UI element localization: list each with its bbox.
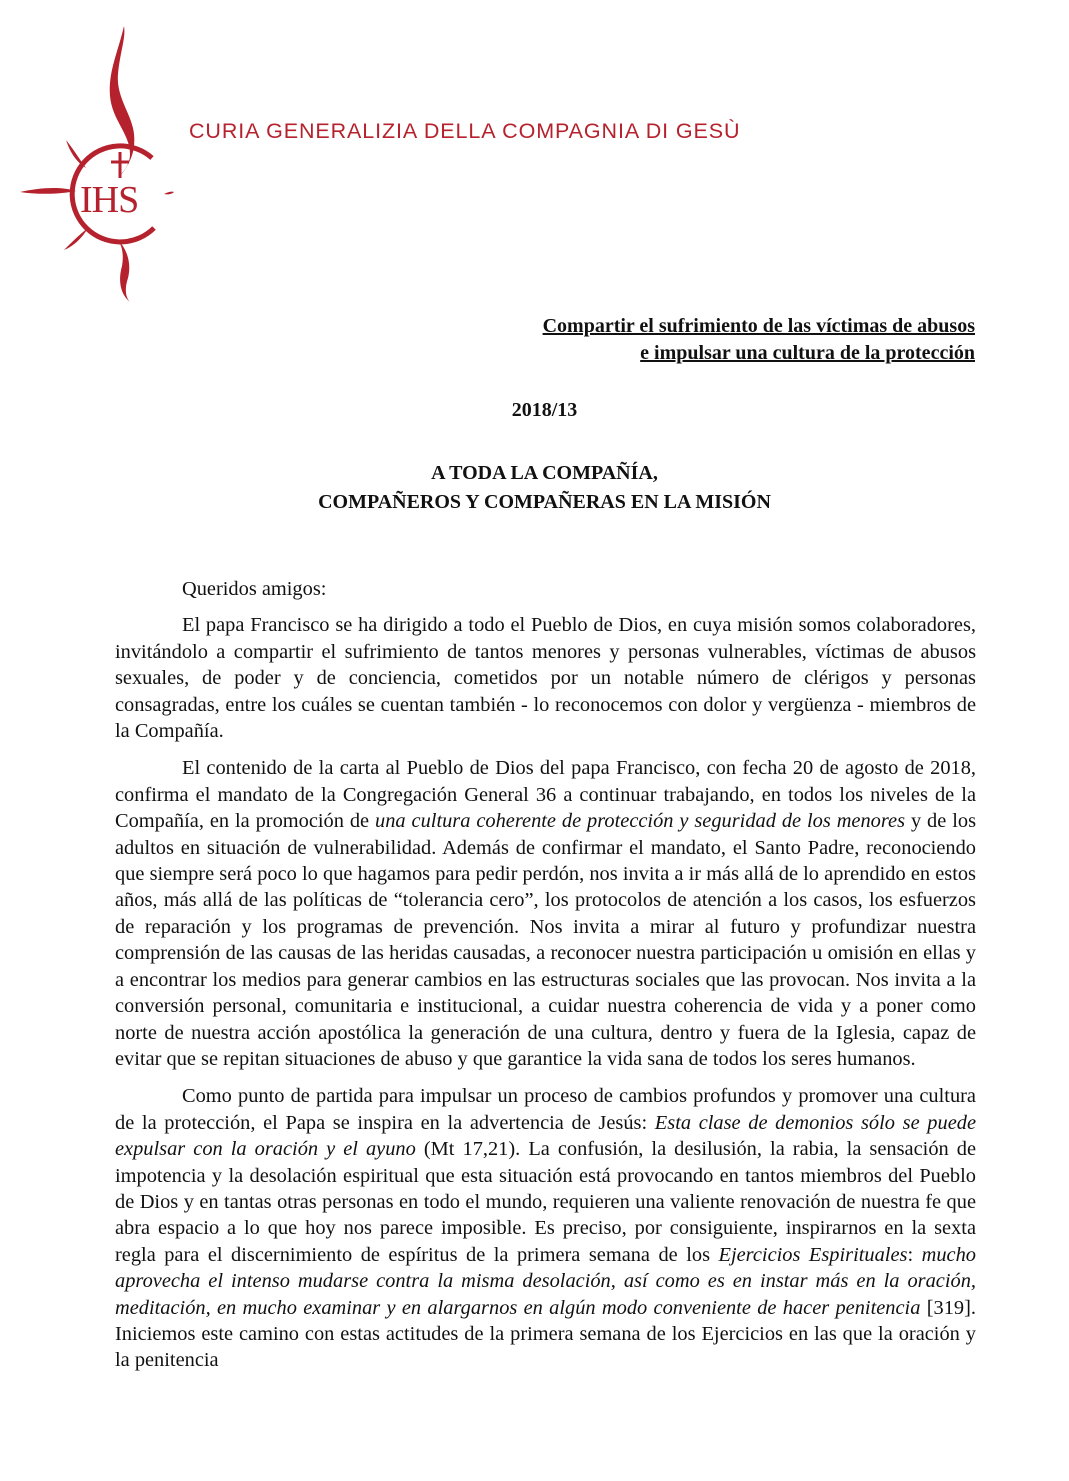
- paragraph-3-text-c: :: [907, 1243, 922, 1266]
- lower-left-ray-icon: [64, 228, 88, 250]
- paragraph-3-text-d: [319]. Iniciemos este camino con estas actitudes de la primera semana de los Ejercicios en las que la oración y la penitencia: [115, 1296, 976, 1372]
- lower-flame-icon: [118, 240, 130, 302]
- paragraph-1: [115, 612, 976, 744]
- ihs-monogram: IHS: [80, 179, 139, 221]
- greeting: Queridos amigos:: [182, 578, 327, 600]
- letter-body: [115, 576, 976, 1385]
- paragraph-3-italic-rule: mucho aprovecha el intenso mudarse contra la misma desolación, así como es en instar más en la oración, meditación, en mucho examinar y en alargarnos en algún modo conveniente de hacer penitencia: [115, 1243, 976, 1319]
- paragraph-2-text-a: El contenido de la carta al Pueblo de Dios del papa Francisco, con fecha 20 de agosto de 2018, confirma el mandato de la Congregación General 36 a continuar trabajando, en todos los niveles de la Compañía, en la promoción de: [115, 757, 976, 833]
- paragraph-3-text-b: (Mt 17,21). La confusión, la desilusión, la rabia, la sensación de impotencia y la desolación espiritual que esta situación está provocando en tantos miembros del Pueblo de Dios y en tantas otras personas en todo el mundo, requieren una valiente renovación de nuestra fe que abra espacio a lo que hoy nos parece imposible. Es preciso, por consiguiente, inspirarnos en la sexta regla para el discernimiento de espíritus de la primera semana de los: [115, 1138, 976, 1266]
- paragraph-3-italic-quote: Esta clase de demonios sólo se puede expulsar con la oración y el ayuno: [115, 1111, 976, 1161]
- paragraph-3: [115, 1083, 976, 1373]
- addressee-line-2: COMPAÑEROS Y COMPAÑERAS EN LA MISIÓN: [318, 491, 771, 513]
- ihs-logo: [14, 22, 174, 302]
- left-ray-icon: [20, 188, 76, 194]
- paragraph-1-text: El papa Francisco se ha dirigido a todo el Pueblo de Dios, en cuya misión somos colaboradores, invitándolo a compartir el sufrimiento de tantos menores y personas vulnerables, víctimas de abusos sexuales, de poder y de conciencia, cometidos por un notable número de clérigos y personas consagradas, entre los cuáles se cuentan también - lo reconocemos con dolor y vergüenza - miembros de la Compañía.: [115, 614, 976, 743]
- document-title: [543, 313, 975, 367]
- paragraph-2-italic: una cultura coherente de protección y seguridad de los menores: [375, 810, 906, 833]
- paragraph-2-text-b: y de los adultos en situación de vulnerabilidad. Además de confirmar el mandato, el Santo Padre, reconociendo que siempre será poco lo que hagamos para pedir perdón, nos invita a ir más allá de lo aprendido en estos años, más allá de las políticas de “tolerancia cero”, los protocolos de atención a los casos, los esfuerzos de reparación y los programas de prevención. Nos invita a mirar al futuro y profundizar nuestra comprensión de las causas de las heridas causadas, a reconocer nuestra participación u omisión en ellas y a encontrar los medios para generar cambios en las estructuras sociales que las provocan. Nos invita a la conversión personal, comunitaria e institucional, a cuidar nuestra coherencia de vida y a poner como norte de nuestra acción apostólica la generación de una cultura, dentro y fuera de la Iglesia, capaz de evitar que se repitan situaciones de abuso y que garantice la vida sana de todos los seres humanos.: [115, 810, 977, 1070]
- title-line-1: Compartir el sufrimiento de las víctimas de abusos: [542, 315, 975, 337]
- document-number: 2018/13: [511, 399, 578, 421]
- paragraph-3-text-a: Como punto de partida para impulsar un proceso de cambios profundos y promover una cultura de la protección, el Papa se inspira en la advertencia de Jesús:: [115, 1085, 976, 1134]
- addressee-line-1: A TODA LA COMPAÑÍA,: [431, 462, 658, 484]
- title-line-2: e impulsar una cultura de la protección: [640, 342, 975, 364]
- paragraph-2: [115, 755, 976, 1072]
- organization-name: CURIA GENERALIZIA DELLA COMPAGNIA DI GESÙ: [189, 119, 741, 143]
- upper-flame-icon: [110, 26, 135, 176]
- right-ray-icon: [164, 192, 174, 195]
- addressee: [0, 459, 1069, 517]
- paragraph-3-italic-title: Ejercicios Espirituales: [718, 1243, 908, 1266]
